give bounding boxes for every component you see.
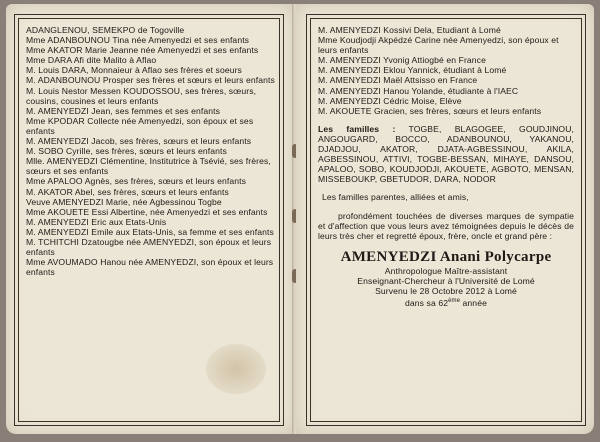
list-item: M. AMENYEDZI Emile aux Etats-Unis, sa femme et ses enfants xyxy=(26,226,274,237)
deceased-title: Anthropologue Maître-assistant xyxy=(384,265,508,276)
list-item: M. AMENYEDZI Eklou Yannick, étudiant à Lomé xyxy=(318,65,507,76)
list-item: M. AKATOR Abel, ses frères, sœurs et leurs enfants xyxy=(26,186,229,197)
list-item: Veuve AMENYEDZI Marie, née Agbessinou Togbe xyxy=(26,196,222,207)
age-line: dans sa 62ème année xyxy=(405,297,487,308)
list-item: Mme APALOO Agnès, ses frères, sœurs et leurs enfants xyxy=(26,176,246,187)
list-item: Mme DARA Afi dite Malito à Aflao xyxy=(26,55,157,66)
list-item: M. SOBO Cyrille, ses frères, sœurs et leurs enfants xyxy=(26,146,227,157)
list-item: Mme ADANBOUNOU Tina née Amenyedzi et ses enfants xyxy=(26,35,250,46)
thanks-message: profondément touchées de diverses marques de sympatie et d'affection que vous leurs avez témoignées depuis le décès de leurs très cher et regretté époux, frère, oncle et grand père : xyxy=(318,210,574,241)
list-item: M. AMENYEDZI Maël Attsisso en France xyxy=(318,75,478,86)
list-item: M. ADANBOUNOU Prosper ses frères et sœurs et leurs enfants xyxy=(26,75,275,86)
left-page xyxy=(6,4,294,434)
list-item: M. Louis Nestor Messen KOUDOSSOU, ses frères, sœurs, cousins, cousines et leurs enfants xyxy=(26,85,257,106)
death-date: Survenu le 28 Octobre 2012 à Lomé xyxy=(375,285,517,296)
list-item: M. AMENYEDZI Yvonig Attiogbé en France xyxy=(318,55,486,66)
list-item: Mme AKATOR Marie Jeanne née Amenyedzi et ses enfants xyxy=(26,45,259,56)
families-label: Les familles : xyxy=(318,123,396,134)
list-item: Mlle. AMENYEDZI Clémentine, Institutrice à Tsévié, ses frères, sœurs et ses enfants xyxy=(26,156,271,177)
families-list: TOGBE, BLAGOGEE, GOUDJINOU, ANGOUGARD, BOCCO, ADANBOUNOU, YAKANOU, DJADJOU, AKATOR, DJATA-AGBESSINOU, AKILA, AGBESSINOU, ATTIVI, TOGBE-BESSAN, MIHAYE, DANSOU, APALOO, SOBO, KOUDJODJI, AKOUETE, AGBOTO, MENSAN, MISSEBOUKP, GBETUDOR, DARA, NODOR xyxy=(318,123,574,185)
families-paragraph xyxy=(318,124,574,185)
list-item: M. AMENYEDZI Eric aux Etats-Unis xyxy=(26,216,167,227)
allied-families: Les familles parentes, alliées et amis, xyxy=(322,192,469,203)
list-item: M. AKOUETE Gracien, ses frères, sœurs et leurs enfants xyxy=(318,105,542,116)
paper-stain xyxy=(206,344,266,394)
right-family-list xyxy=(318,25,574,308)
list-item: Mme Koudjodji Akpédzé Carine née Amenyedzi, son époux et leurs enfants xyxy=(318,35,559,56)
list-item: M. Louis DARA, Monnaieur à Aflao ses frères et soeurs xyxy=(26,65,242,76)
list-item: M. AMENYEDZI Hanou Yolande, étudiante à l'IAEC xyxy=(318,85,519,96)
list-item: M. AMENYEDZI Jean, ses femmes et ses enfants xyxy=(26,105,221,116)
right-page xyxy=(296,4,594,434)
list-item: Mme KPODAR Collecte née Amenyedzi, son époux et ses enfants xyxy=(26,115,254,136)
list-item: ADANGLENOU, SEMEKPO de Togoville xyxy=(26,25,185,35)
list-item: Mme AVOUMADO Hanou née AMENYEDZI, son époux et leurs enfants xyxy=(26,257,274,278)
list-item: M. AMENYEDZI Kossivi Dela, Etudiant à Lomé xyxy=(318,25,501,35)
list-item: Mme AKOUETE Essi Albertine, née Amenyedzi et ses enfants xyxy=(26,206,268,217)
left-family-list xyxy=(26,25,280,277)
list-item: M. AMENYEDZI Cédric Moise, Elève xyxy=(318,95,462,106)
deceased-name: AMENYEDZI Anani Polycarpe xyxy=(340,248,552,265)
list-item: M. AMENYEDZI Jacob, ses frères, sœurs et leurs enfants xyxy=(26,136,252,147)
deceased-position: Enseignant-Chercheur à l'Université de Lomé xyxy=(357,275,535,286)
list-item: M. TCHITCHI Dzatougbe née AMENYEDZI, son époux et leurs enfants xyxy=(26,236,272,258)
